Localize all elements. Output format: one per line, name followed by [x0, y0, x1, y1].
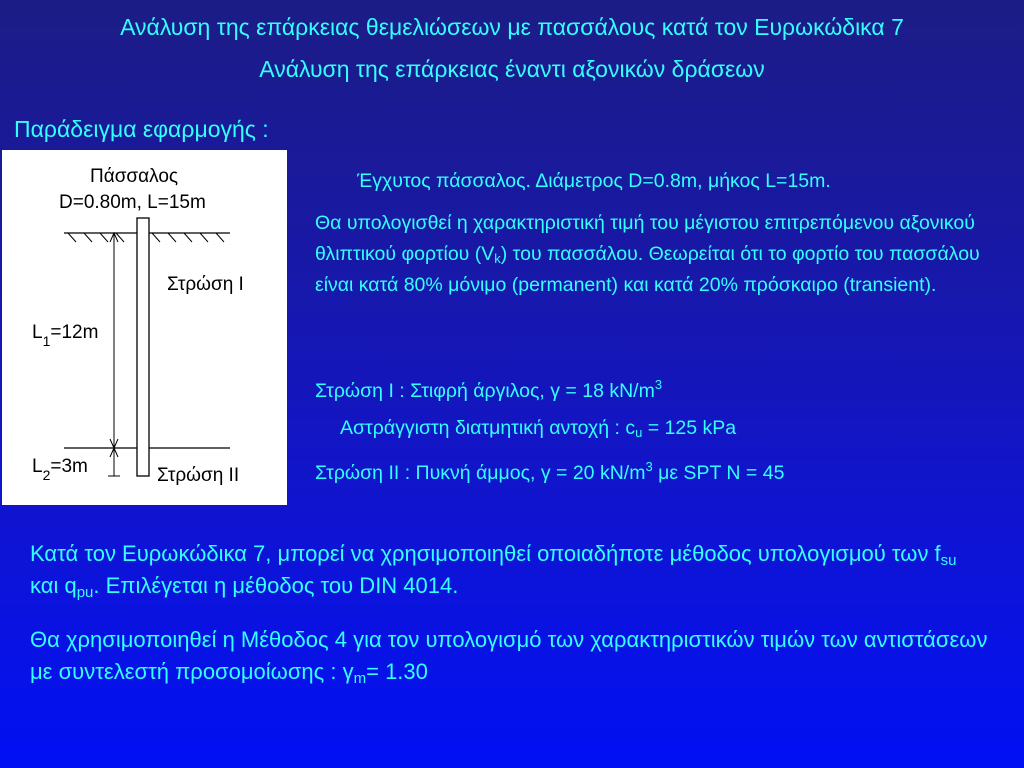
pile-shaft [137, 218, 149, 476]
layer1-sup: 3 [654, 377, 663, 392]
layer2-text-a: Στρώση ΙΙ : Πυκνή άμμος, γ = 20 kN/m [315, 462, 646, 484]
layer2-label: Στρώση ΙΙ [157, 465, 240, 486]
method-sub-su: su [940, 552, 957, 569]
pile-description: Έγχυτος πάσσαλος. Διάμετρος D=0.8m, μήκος L=15m. [357, 170, 831, 192]
factor-paragraph [30, 624, 990, 688]
pile-label: Πάσσαλος [90, 166, 179, 187]
factor-text-a: Θα χρησιμοποιηθεί η Μέθοδος 4 για τον υπολογισμό των χαρακτηριστικών τιμών των αντιστάσεων με συντελεστή προσομοίωσης : γ [30, 627, 988, 684]
factor-sub-m: m [353, 670, 367, 687]
aim-text-b: ) του πασσάλου. Θεωρείται ότι το φορτίο του πασσάλου είναι κατά 80% μόνιμο (permanent) και κατά 20% πρόσκαιρο (transient). [315, 243, 980, 296]
cu-text-b: = 125 kPa [642, 417, 737, 439]
layer2-sup: 3 [645, 459, 653, 474]
layer2-description [315, 458, 784, 489]
pile-diagram [2, 150, 287, 505]
l1-dimension-label: $L_1=12m$ [32, 322, 99, 349]
method-paragraph [30, 538, 990, 602]
aim-paragraph [315, 208, 995, 301]
method-text-a: Κατά τον Ευρωκώδικα 7, μπορεί να χρησιμοποιηθεί οποιαδήποτε μέθοδος υπολογισμού των f [30, 541, 941, 566]
aim-sub: k [494, 251, 501, 266]
layer1-text: Στρώση Ι : Στιφρή άργιλος, γ = 18 kN/m [315, 380, 655, 402]
cu-sub: u [635, 425, 643, 440]
cu-description [340, 413, 736, 444]
cu-text-a: Αστράγγιστη διατμητική αντοχή : c [340, 417, 636, 439]
factor-text-b: = 1.30 [366, 659, 428, 684]
layer1-label: Στρώση Ι [167, 274, 244, 295]
slide-title: Ανάλυση της επάρκειας θεμελιώσεων με πασσάλους κατά τον Ευρωκώδικα 7 [120, 14, 904, 40]
slide-title-line2: Ανάλυση της επάρκειας έναντι αξονικών δράσεων [259, 56, 765, 82]
pile-diagram-svg [2, 150, 287, 505]
method-text-c: . Επιλέγεται η μέθοδος του DIN 4014. [93, 573, 459, 598]
layer1-description [315, 376, 662, 407]
l2-dimension-label: $L_2=3m$ [32, 456, 88, 483]
method-sub-pu: pu [76, 584, 94, 601]
pile-dimensions: D=0.80m, L=15m [59, 192, 206, 213]
example-heading: Παράδειγμα εφαρμογής : [14, 116, 269, 142]
aim-text-a: Θα υπολογισθεί η χαρακτηριστική τιμή του μέγιστου επιτρεπόμενου αξονικού θλιπτικού φορτίου (V [315, 212, 975, 265]
method-text-b: και q [30, 573, 77, 598]
layer2-text-b: με SPT N = 45 [652, 462, 785, 484]
